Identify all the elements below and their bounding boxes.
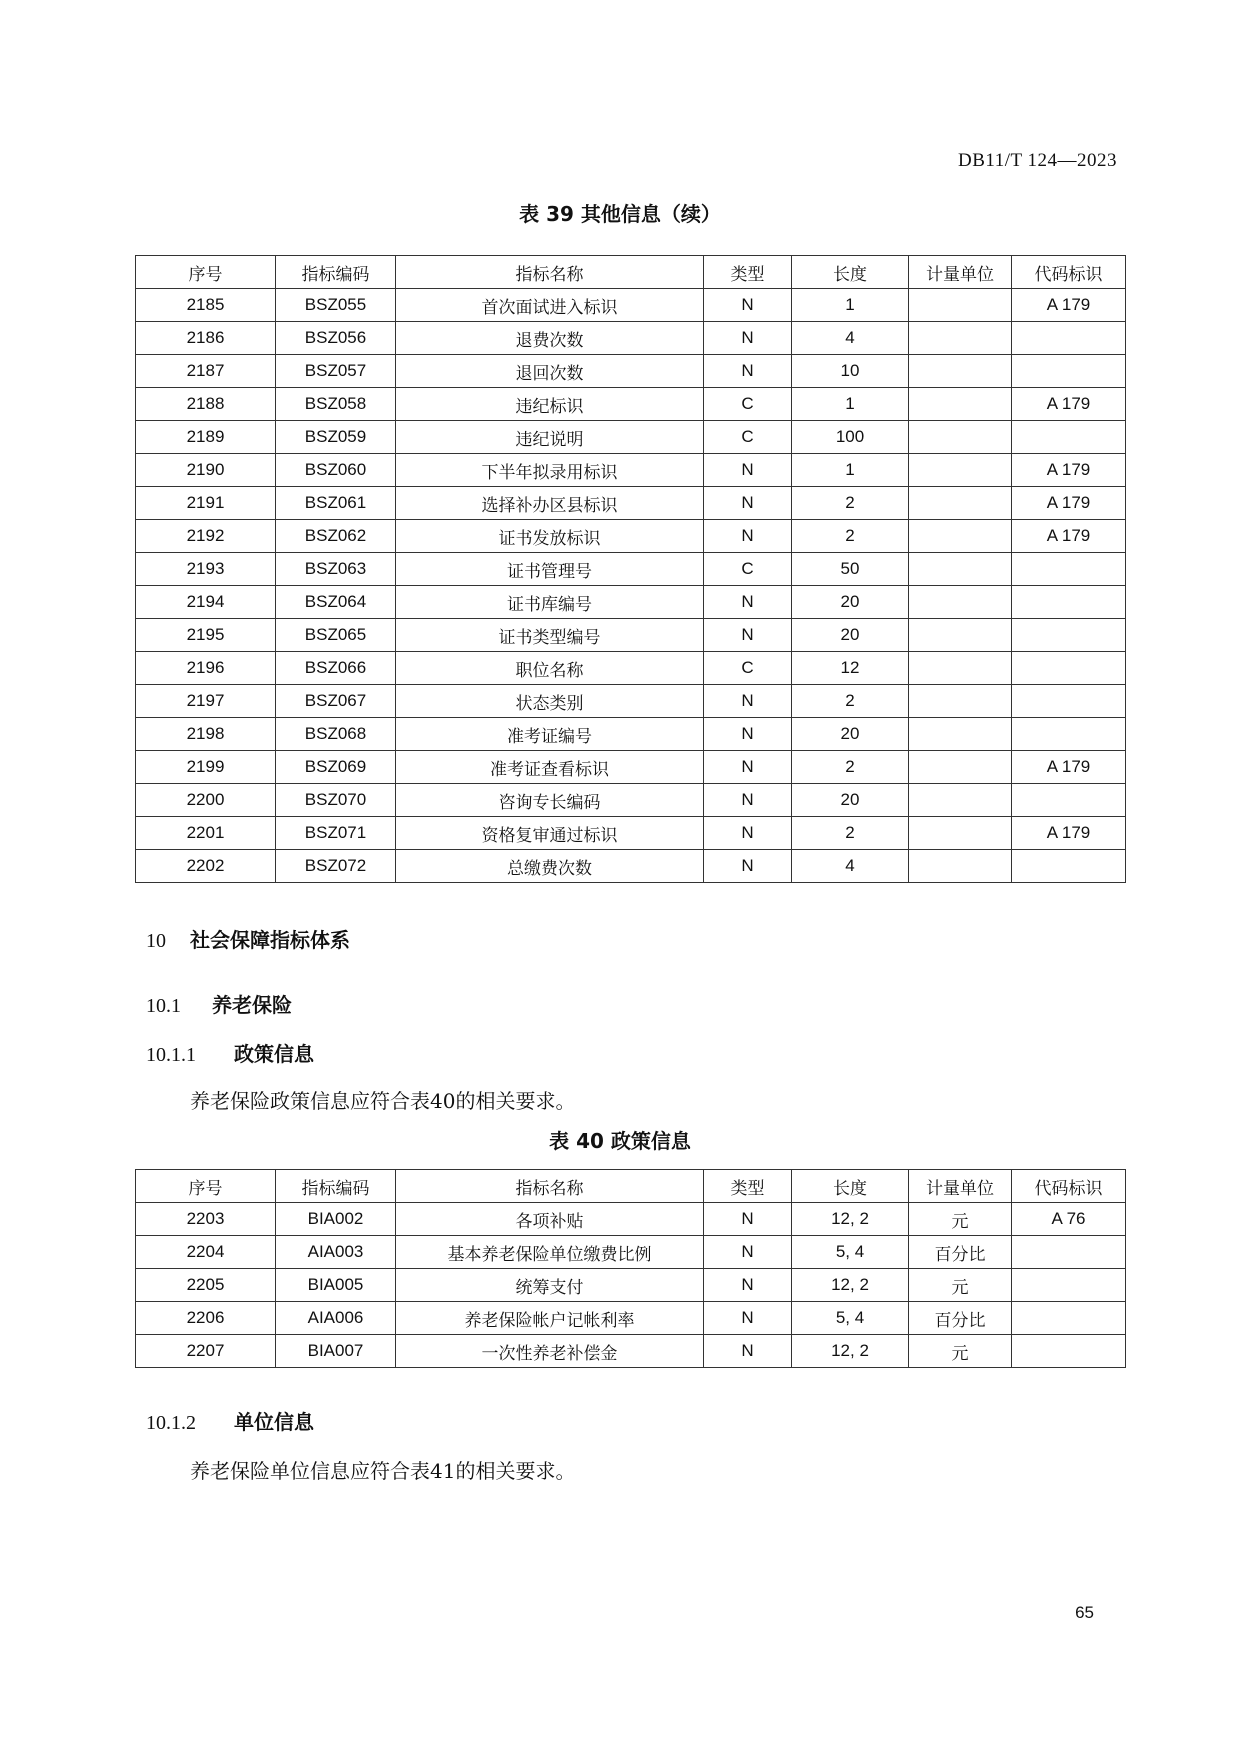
table-cell: N: [704, 850, 792, 883]
table-cell: A 76: [1012, 1203, 1126, 1236]
table-cell: 证书库编号: [396, 586, 704, 619]
table-cell: 2206: [136, 1302, 276, 1335]
table-cell: [909, 652, 1012, 685]
table-cell: 资格复审通过标识: [396, 817, 704, 850]
table-row: [136, 388, 1126, 421]
table-cell: [1012, 850, 1126, 883]
table-cell: BSZ063: [276, 553, 396, 586]
table-cell: 5, 4: [792, 1302, 909, 1335]
table-cell: 百分比: [909, 1302, 1012, 1335]
table-cell: 元: [909, 1203, 1012, 1236]
table-row: [136, 1236, 1126, 1269]
table-cell: A 179: [1012, 817, 1126, 850]
table-cell: [1012, 784, 1126, 817]
table-cell: 2192: [136, 520, 276, 553]
table-cell: [1012, 586, 1126, 619]
table-cell: N: [704, 289, 792, 322]
table-cell: AIA003: [276, 1236, 396, 1269]
table-cell: 2193: [136, 553, 276, 586]
table-row: [136, 652, 1126, 685]
table-cell: 统筹支付: [396, 1269, 704, 1302]
table-cell: 2207: [136, 1335, 276, 1368]
table-cell: BSZ061: [276, 487, 396, 520]
table-cell: 违纪标识: [396, 388, 704, 421]
table-cell: 职位名称: [396, 652, 704, 685]
table-cell: A 179: [1012, 487, 1126, 520]
table-row: [136, 289, 1126, 322]
section-10-1-1-text: 养老保险政策信息应符合表40的相关要求。: [190, 1089, 576, 1113]
table-cell: N: [704, 619, 792, 652]
table-row: [136, 454, 1126, 487]
table-cell: BSZ065: [276, 619, 396, 652]
table-cell: [1012, 322, 1126, 355]
table-cell: 12, 2: [792, 1335, 909, 1368]
table-cell: 基本养老保险单位缴费比例: [396, 1236, 704, 1269]
table-cell: N: [704, 322, 792, 355]
table-cell: BSZ070: [276, 784, 396, 817]
table-cell: 20: [792, 586, 909, 619]
table-cell: 2188: [136, 388, 276, 421]
column-header: 长度: [792, 1170, 909, 1203]
table-cell: 状态类别: [396, 685, 704, 718]
table-cell: BSZ064: [276, 586, 396, 619]
table-cell: [909, 289, 1012, 322]
table-cell: 准考证编号: [396, 718, 704, 751]
table-cell: 2: [792, 520, 909, 553]
table-cell: [1012, 421, 1126, 454]
table-cell: 选择补办区县标识: [396, 487, 704, 520]
table-cell: [909, 421, 1012, 454]
table-cell: 20: [792, 784, 909, 817]
column-header: 计量单位: [909, 256, 1012, 289]
table-cell: BSZ062: [276, 520, 396, 553]
table-cell: 50: [792, 553, 909, 586]
table-cell: 退回次数: [396, 355, 704, 388]
column-header: 类型: [704, 1170, 792, 1203]
table-cell: 2: [792, 817, 909, 850]
table-cell: BSZ072: [276, 850, 396, 883]
table-cell: BSZ071: [276, 817, 396, 850]
table-cell: 2202: [136, 850, 276, 883]
table-40: [135, 1169, 1126, 1368]
table-cell: N: [704, 718, 792, 751]
table-cell: [909, 520, 1012, 553]
table-cell: C: [704, 652, 792, 685]
table-row: [136, 784, 1126, 817]
table-cell: N: [704, 1203, 792, 1236]
table-cell: N: [704, 355, 792, 388]
section-title: 政策信息: [234, 1042, 314, 1066]
table-cell: A 179: [1012, 520, 1126, 553]
table-cell: 首次面试进入标识: [396, 289, 704, 322]
table-cell: BIA007: [276, 1335, 396, 1368]
table-cell: 2200: [136, 784, 276, 817]
table-cell: N: [704, 487, 792, 520]
table-cell: BSZ059: [276, 421, 396, 454]
table-cell: 百分比: [909, 1236, 1012, 1269]
table-cell: BSZ057: [276, 355, 396, 388]
table-row: [136, 487, 1126, 520]
table-cell: BIA005: [276, 1269, 396, 1302]
section-number: 10: [146, 930, 166, 952]
column-header: 类型: [704, 256, 792, 289]
section-10-heading: [146, 924, 350, 953]
table-cell: 2190: [136, 454, 276, 487]
table-cell: 20: [792, 718, 909, 751]
table-cell: 2197: [136, 685, 276, 718]
table-cell: 2201: [136, 817, 276, 850]
table-cell: 2205: [136, 1269, 276, 1302]
table-cell: N: [704, 1269, 792, 1302]
table-cell: A 179: [1012, 751, 1126, 784]
section-title: 社会保障指标体系: [190, 928, 350, 952]
column-header: 指标编码: [276, 1170, 396, 1203]
table-cell: [909, 685, 1012, 718]
table-cell: 12, 2: [792, 1269, 909, 1302]
table-cell: 证书管理号: [396, 553, 704, 586]
table-row: [136, 850, 1126, 883]
table-cell: [1012, 1302, 1126, 1335]
column-header: 代码标识: [1012, 1170, 1126, 1203]
table-40-caption: 表 40 政策信息: [549, 1129, 691, 1153]
table-cell: 4: [792, 850, 909, 883]
table-cell: 证书发放标识: [396, 520, 704, 553]
table-cell: 2185: [136, 289, 276, 322]
table-cell: 5, 4: [792, 1236, 909, 1269]
table-cell: [1012, 685, 1126, 718]
section-number: 10.1: [146, 995, 181, 1017]
table-cell: 2204: [136, 1236, 276, 1269]
table-cell: [1012, 619, 1126, 652]
table-cell: N: [704, 817, 792, 850]
table-cell: 12, 2: [792, 1203, 909, 1236]
table-row: [136, 1269, 1126, 1302]
table-cell: N: [704, 1302, 792, 1335]
table-cell: [909, 751, 1012, 784]
table-cell: 下半年拟录用标识: [396, 454, 704, 487]
table-cell: 退费次数: [396, 322, 704, 355]
table-cell: 总缴费次数: [396, 850, 704, 883]
table-cell: [909, 454, 1012, 487]
table-row: [136, 421, 1126, 454]
standard-code: DB11/T 124—2023: [958, 150, 1117, 171]
table-row: [136, 685, 1126, 718]
table-cell: A 179: [1012, 289, 1126, 322]
table-cell: 2: [792, 487, 909, 520]
table-cell: 2199: [136, 751, 276, 784]
table-cell: 违纪说明: [396, 421, 704, 454]
table-cell: 2187: [136, 355, 276, 388]
table-header-row: [136, 256, 1126, 289]
table-cell: N: [704, 520, 792, 553]
table-cell: 20: [792, 619, 909, 652]
table-row: [136, 751, 1126, 784]
table-cell: A 179: [1012, 388, 1126, 421]
table-cell: BIA002: [276, 1203, 396, 1236]
table-cell: [1012, 1236, 1126, 1269]
table-cell: C: [704, 388, 792, 421]
table-cell: C: [704, 421, 792, 454]
table-cell: 1: [792, 454, 909, 487]
section-10-1-2-text: 养老保险单位信息应符合表41的相关要求。: [190, 1459, 576, 1483]
table-cell: 各项补贴: [396, 1203, 704, 1236]
table-cell: 一次性养老补偿金: [396, 1335, 704, 1368]
table-cell: AIA006: [276, 1302, 396, 1335]
table-row: [136, 553, 1126, 586]
section-10-1-heading: [146, 989, 292, 1018]
column-header: 指标编码: [276, 256, 396, 289]
table-cell: 10: [792, 355, 909, 388]
column-header: 计量单位: [909, 1170, 1012, 1203]
table-cell: [1012, 553, 1126, 586]
table-cell: [909, 487, 1012, 520]
page-number: 65: [1075, 1603, 1094, 1622]
table-cell: 准考证查看标识: [396, 751, 704, 784]
column-header: 长度: [792, 256, 909, 289]
column-header: 指标名称: [396, 256, 704, 289]
table-cell: 2: [792, 751, 909, 784]
table-cell: 100: [792, 421, 909, 454]
table-cell: N: [704, 751, 792, 784]
table-header-row: [136, 1170, 1126, 1203]
table-cell: [909, 718, 1012, 751]
table-cell: [1012, 1269, 1126, 1302]
table-cell: N: [704, 1335, 792, 1368]
table-cell: A 179: [1012, 454, 1126, 487]
table-cell: BSZ067: [276, 685, 396, 718]
table-cell: N: [704, 1236, 792, 1269]
table-cell: 2203: [136, 1203, 276, 1236]
table-cell: N: [704, 784, 792, 817]
table-cell: [1012, 652, 1126, 685]
column-header: 序号: [136, 256, 276, 289]
table-cell: [909, 619, 1012, 652]
table-cell: [909, 784, 1012, 817]
table-cell: BSZ066: [276, 652, 396, 685]
table-39: [135, 255, 1126, 883]
section-10-1-2-heading: [146, 1406, 314, 1435]
table-cell: [909, 553, 1012, 586]
table-cell: 12: [792, 652, 909, 685]
table-cell: 2196: [136, 652, 276, 685]
column-header: 指标名称: [396, 1170, 704, 1203]
table-cell: 2198: [136, 718, 276, 751]
table-cell: 证书类型编号: [396, 619, 704, 652]
table-row: [136, 1335, 1126, 1368]
table-cell: BSZ060: [276, 454, 396, 487]
section-title: 养老保险: [212, 993, 292, 1017]
table-row: [136, 817, 1126, 850]
table-cell: N: [704, 586, 792, 619]
table-cell: BSZ069: [276, 751, 396, 784]
table-cell: 2191: [136, 487, 276, 520]
table-cell: [909, 355, 1012, 388]
table-row: [136, 1203, 1126, 1236]
table-cell: 2194: [136, 586, 276, 619]
column-header: 代码标识: [1012, 256, 1126, 289]
table-cell: 元: [909, 1269, 1012, 1302]
table-cell: N: [704, 685, 792, 718]
table-row: [136, 520, 1126, 553]
table-row: [136, 1302, 1126, 1335]
table-cell: N: [704, 454, 792, 487]
table-cell: 1: [792, 388, 909, 421]
table-cell: BSZ055: [276, 289, 396, 322]
table-cell: 4: [792, 322, 909, 355]
section-number: 10.1.2: [146, 1412, 196, 1434]
section-title: 单位信息: [234, 1410, 314, 1434]
table-cell: 2195: [136, 619, 276, 652]
table-row: [136, 586, 1126, 619]
column-header: 序号: [136, 1170, 276, 1203]
table-39-caption: 表 39 其他信息（续）: [519, 202, 721, 226]
section-number: 10.1.1: [146, 1044, 196, 1066]
table-row: [136, 619, 1126, 652]
table-cell: BSZ056: [276, 322, 396, 355]
table-cell: [909, 388, 1012, 421]
table-cell: [909, 850, 1012, 883]
table-cell: 2186: [136, 322, 276, 355]
table-row: [136, 322, 1126, 355]
table-cell: 1: [792, 289, 909, 322]
table-cell: BSZ068: [276, 718, 396, 751]
section-10-1-1-heading: [146, 1038, 314, 1067]
table-cell: [909, 322, 1012, 355]
table-cell: [1012, 1335, 1126, 1368]
table-cell: [909, 817, 1012, 850]
table-cell: 2: [792, 685, 909, 718]
table-row: [136, 718, 1126, 751]
table-cell: 2189: [136, 421, 276, 454]
table-cell: C: [704, 553, 792, 586]
table-cell: [1012, 718, 1126, 751]
table-cell: 咨询专长编码: [396, 784, 704, 817]
table-cell: 养老保险帐户记帐利率: [396, 1302, 704, 1335]
table-cell: [909, 586, 1012, 619]
table-cell: BSZ058: [276, 388, 396, 421]
table-cell: [1012, 355, 1126, 388]
table-cell: 元: [909, 1335, 1012, 1368]
table-row: [136, 355, 1126, 388]
